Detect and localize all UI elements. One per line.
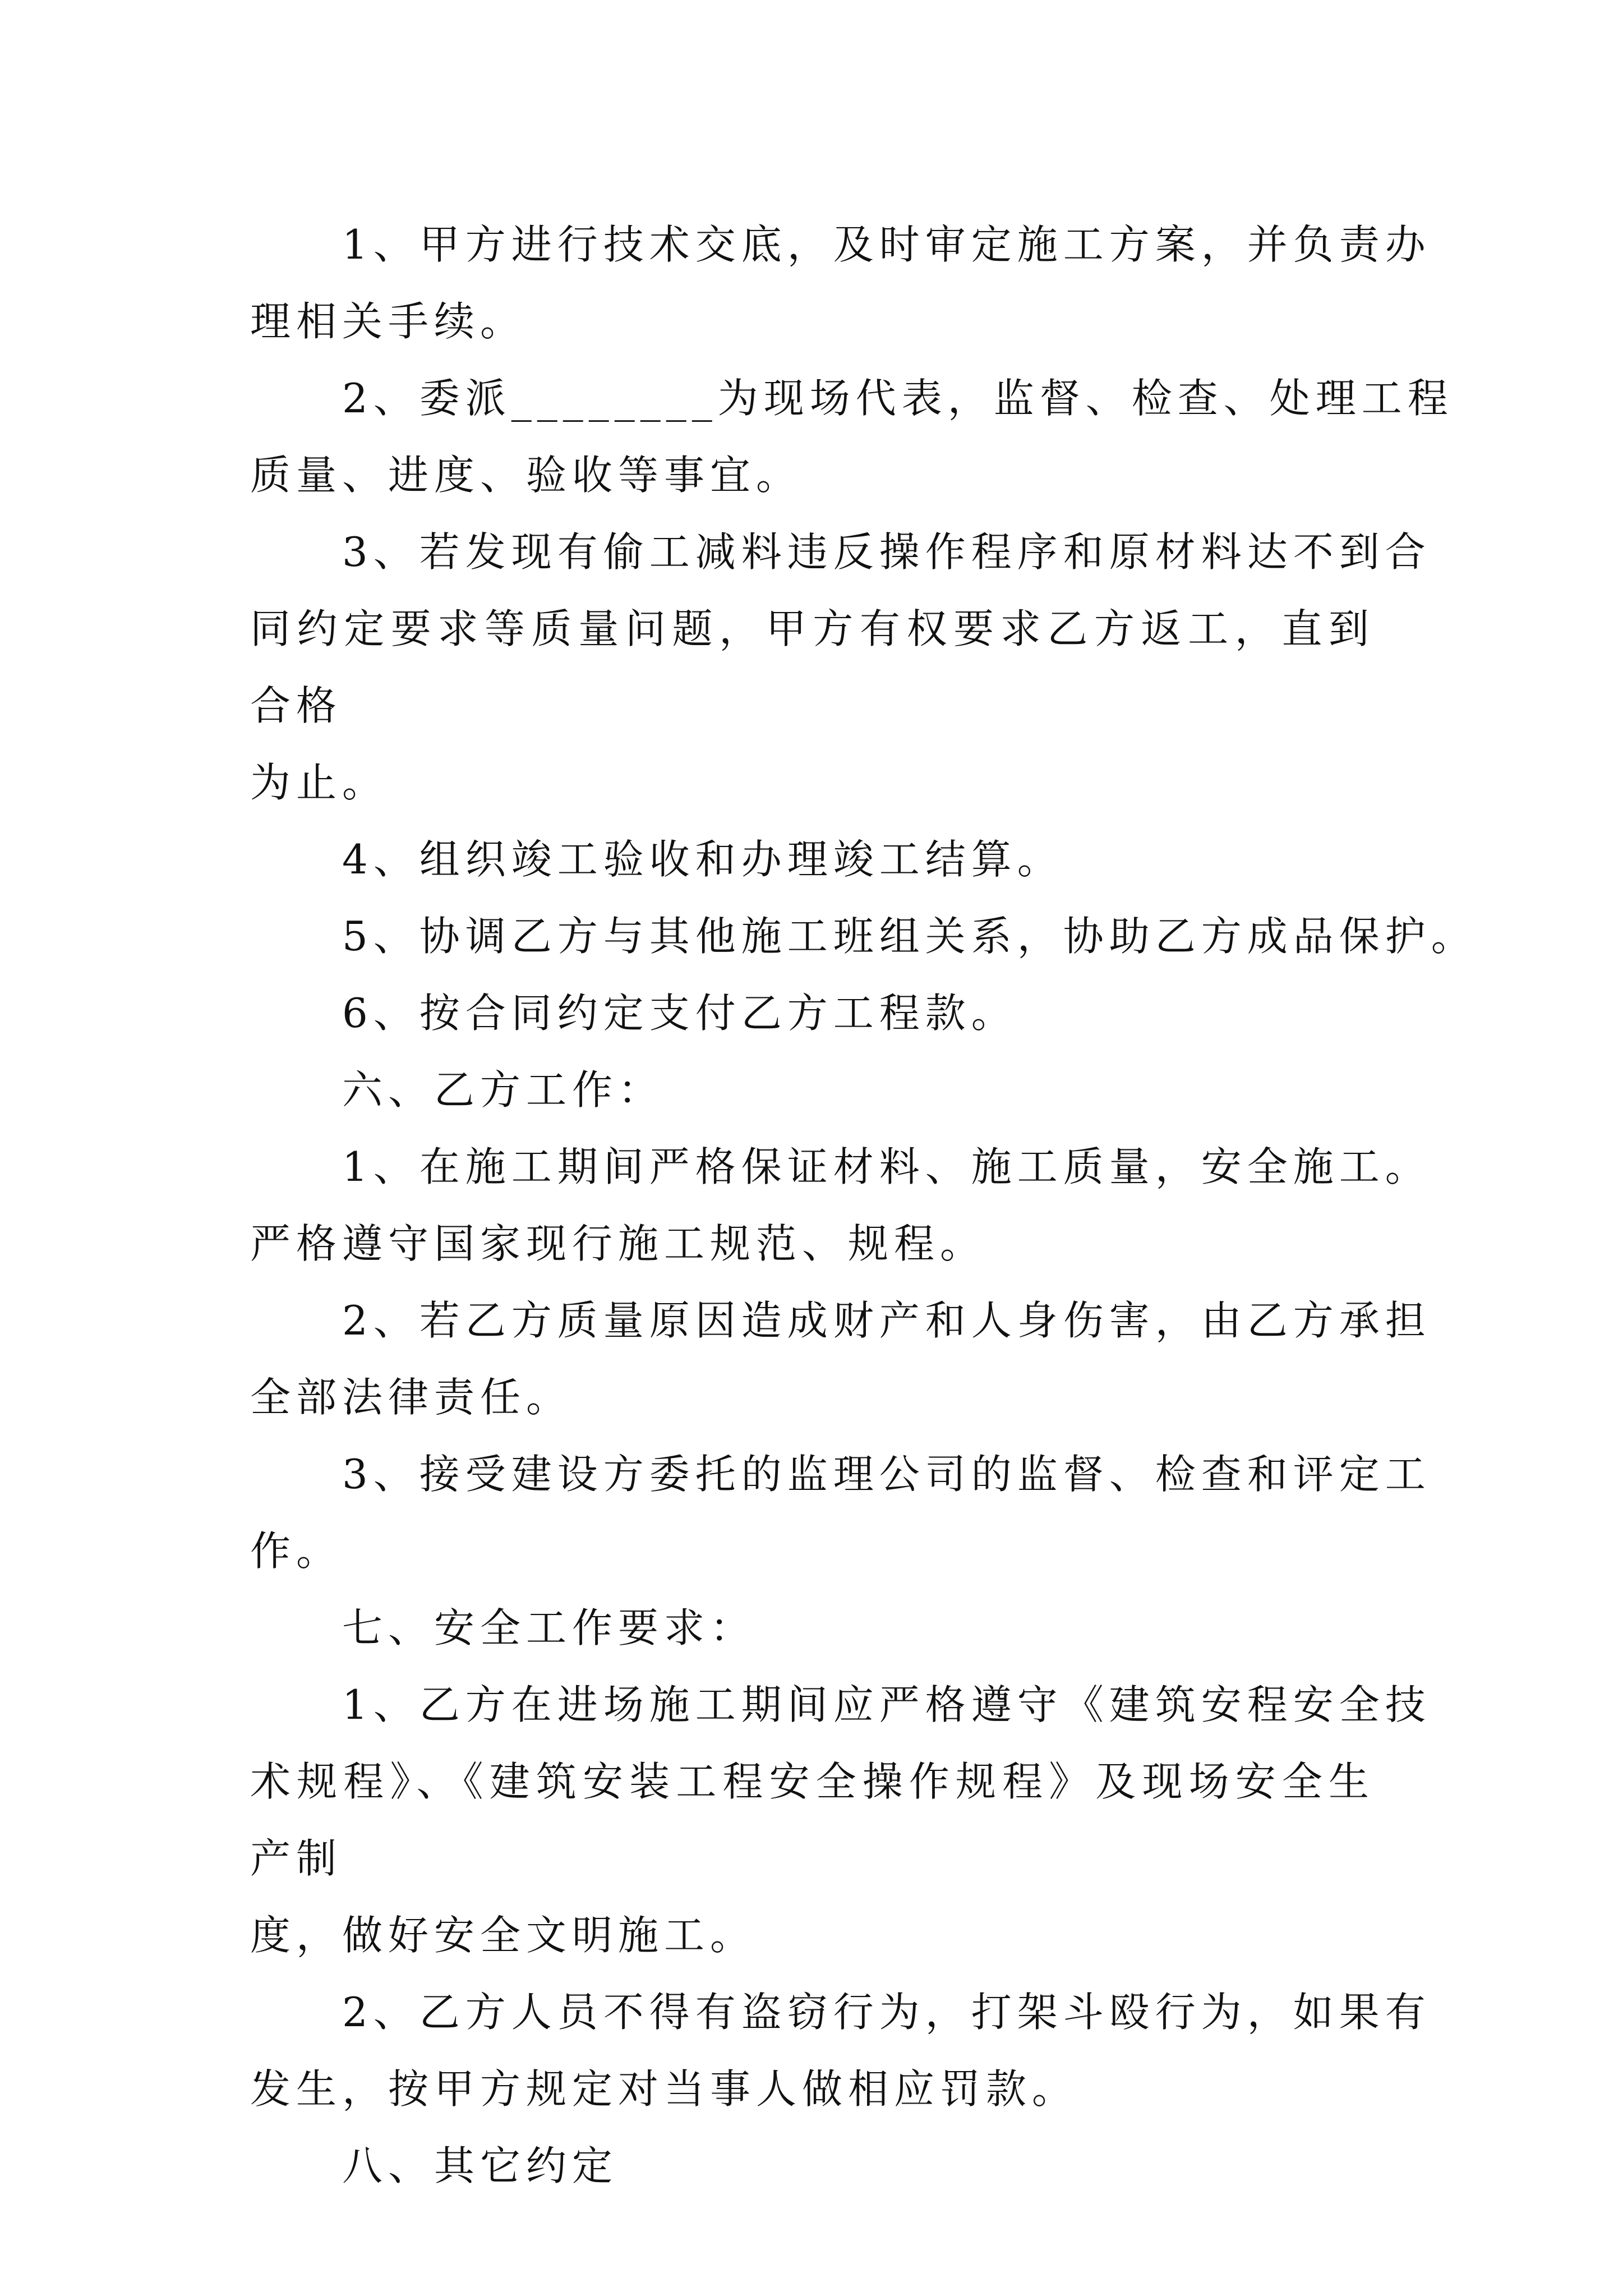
- paragraph-13-line-1: 2、乙方人员不得有盗窃行为，打架斗殴行为，如果有: [342, 1989, 1431, 2036]
- paragraph-13-line-2: 发生，按甲方规定对当事人做相应罚款。: [250, 2065, 1078, 2113]
- paragraph-2-line-2: 质量、进度、验收等事宜。: [250, 452, 803, 499]
- paragraph-4: [250, 821, 1375, 898]
- paragraph-8: [250, 1129, 1431, 1282]
- paragraph-1: [250, 206, 1431, 360]
- paragraph-13: [250, 1974, 1431, 2128]
- section-heading-7: [250, 1590, 1375, 1667]
- document-body: [250, 206, 1477, 2205]
- paragraph-8-line-1: 1、在施工期间严格保证材料、施工质量，安全施工。: [342, 1143, 1431, 1190]
- paragraph-8-line-2: 严格遵守国家现行施工规范、规程。: [250, 1220, 986, 1267]
- paragraph-9-line-1: 2、若乙方质量原因造成财产和人身伤害，由乙方承担: [342, 1297, 1431, 1344]
- paragraph-10-line-1: 3、接受建设方委托的监理公司的监督、检查和评定工: [342, 1451, 1431, 1498]
- section-heading-8-text: 八、其它约定: [342, 2142, 619, 2189]
- paragraph-5: [250, 898, 1477, 975]
- paragraph-12-line-1: 1、乙方在进场施工期间应严格遵守《建筑安程安全技: [342, 1681, 1431, 1728]
- section-heading-8: [250, 2128, 1375, 2205]
- paragraph-3-line-3: 为止。: [250, 759, 389, 806]
- paragraph-4-line-1: 4、组织竣工验收和办理竣工结算。: [342, 836, 1063, 883]
- paragraph-6: [250, 975, 1375, 1052]
- paragraph-5-line-1: 5、协调乙方与其他施工班组关系，协助乙方成品保护。: [342, 913, 1477, 960]
- paragraph-10-line-2: 作。: [250, 1527, 343, 1575]
- paragraph-3: [250, 514, 1431, 821]
- section-heading-6: [250, 1052, 1375, 1129]
- paragraph-2: [250, 360, 1454, 514]
- paragraph-9-line-2: 全部法律责任。: [250, 1374, 573, 1421]
- paragraph-12-line-2: 术规程》、《建筑安装工程安全操作规程》及现场安全生产制: [250, 1758, 1375, 1882]
- section-heading-7-text: 七、安全工作要求：: [342, 1604, 757, 1651]
- paragraph-10: [250, 1436, 1431, 1590]
- paragraph-12: [250, 1667, 1431, 1974]
- section-heading-6-text: 六、乙方工作：: [342, 1066, 665, 1114]
- paragraph-1-line-1: 1、甲方进行技术交底，及时审定施工方案，并负责办: [342, 221, 1431, 268]
- paragraph-6-line-1: 6、按合同约定支付乙方工程款。: [342, 990, 1017, 1037]
- paragraph-3-line-1: 3、若发现有偷工减料违反操作程序和原材料达不到合: [342, 528, 1431, 576]
- paragraph-3-line-2: 同约定要求等质量问题，甲方有权要求乙方返工，直到合格: [250, 605, 1375, 729]
- paragraph-2-line-1: 2、委派________为现场代表，监督、检查、处理工程: [342, 375, 1454, 422]
- paragraph-1-line-2: 理相关手续。: [250, 298, 527, 345]
- paragraph-12-line-3: 度，做好安全文明施工。: [250, 1912, 757, 1959]
- paragraph-9: [250, 1282, 1431, 1436]
